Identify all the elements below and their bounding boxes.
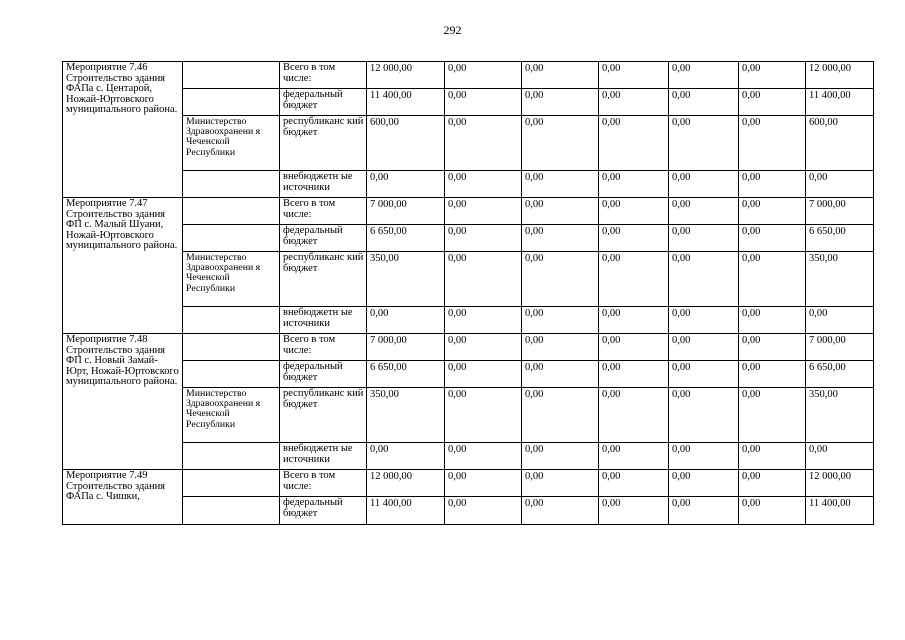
amount-cell: 0,00 bbox=[739, 198, 806, 225]
funding-source: республиканс кий бюджет bbox=[280, 116, 367, 171]
amount-cell: 0,00 bbox=[669, 334, 739, 361]
amount-cell: 600,00 bbox=[367, 116, 445, 171]
amount-cell: 12 000,00 bbox=[806, 470, 874, 497]
amount-cell: 0,00 bbox=[599, 361, 669, 388]
amount-cell: 7 000,00 bbox=[367, 198, 445, 225]
amount-cell: 0,00 bbox=[445, 252, 522, 307]
amount-cell: 0,00 bbox=[669, 171, 739, 198]
funding-source: внебюджетн ые источники bbox=[280, 307, 367, 334]
amount-cell: 0,00 bbox=[599, 198, 669, 225]
amount-cell: 0,00 bbox=[739, 334, 806, 361]
amount-cell: 0,00 bbox=[599, 388, 669, 443]
table-row bbox=[63, 116, 874, 171]
amount-cell: 11 400,00 bbox=[806, 497, 874, 525]
amount-cell: 0,00 bbox=[739, 361, 806, 388]
funding-source: внебюджетн ые источники bbox=[280, 171, 367, 198]
funding-source: внебюджетн ые источники bbox=[280, 443, 367, 470]
amount-cell: 0,00 bbox=[669, 198, 739, 225]
table-row bbox=[63, 225, 874, 252]
amount-cell: 0,00 bbox=[367, 443, 445, 470]
amount-cell: 12 000,00 bbox=[806, 62, 874, 89]
empty-cell bbox=[183, 497, 280, 525]
amount-cell: 0,00 bbox=[522, 443, 599, 470]
empty-cell bbox=[183, 225, 280, 252]
amount-cell: 11 400,00 bbox=[367, 497, 445, 525]
amount-cell: 0,00 bbox=[599, 225, 669, 252]
amount-cell: 0,00 bbox=[739, 388, 806, 443]
table-row bbox=[63, 334, 874, 361]
amount-cell: 0,00 bbox=[806, 171, 874, 198]
amount-cell: 0,00 bbox=[669, 497, 739, 525]
funding-source: республиканс кий бюджет bbox=[280, 388, 367, 443]
amount-cell: 0,00 bbox=[522, 225, 599, 252]
ministry-cell: Министерство Здравоохранени я Чеченской Республики bbox=[183, 388, 280, 443]
amount-cell: 0,00 bbox=[522, 497, 599, 525]
amount-cell: 0,00 bbox=[599, 171, 669, 198]
amount-cell: 0,00 bbox=[599, 497, 669, 525]
amount-cell: 350,00 bbox=[806, 252, 874, 307]
table-row bbox=[63, 307, 874, 334]
amount-cell: 0,00 bbox=[522, 198, 599, 225]
amount-cell: 0,00 bbox=[445, 443, 522, 470]
amount-cell: 600,00 bbox=[806, 116, 874, 171]
amount-cell: 0,00 bbox=[522, 116, 599, 171]
amount-cell: 0,00 bbox=[739, 225, 806, 252]
amount-cell: 0,00 bbox=[445, 361, 522, 388]
activity-name: Мероприятие 7.47 Строительство здания ФП с. Малый Шуани, Ножай-Юртовского муниципального района. bbox=[63, 198, 183, 334]
table-row bbox=[63, 497, 874, 525]
page-number: 292 bbox=[443, 23, 462, 37]
amount-cell: 0,00 bbox=[669, 252, 739, 307]
amount-cell: 0,00 bbox=[445, 388, 522, 443]
empty-cell bbox=[183, 198, 280, 225]
activity-name: Мероприятие 7.46 Строительство здания ФАПа с. Центарой, Ножай-Юртовского муниципального района. bbox=[63, 62, 183, 198]
amount-cell: 0,00 bbox=[669, 62, 739, 89]
amount-cell: 0,00 bbox=[599, 334, 669, 361]
empty-cell bbox=[183, 470, 280, 497]
amount-cell: 0,00 bbox=[445, 89, 522, 116]
funding-source: Всего в том числе: bbox=[280, 198, 367, 225]
amount-cell: 0,00 bbox=[522, 470, 599, 497]
amount-cell: 0,00 bbox=[599, 470, 669, 497]
funding-source: республиканс кий бюджет bbox=[280, 252, 367, 307]
funding-source: федеральный бюджет bbox=[280, 497, 367, 525]
amount-cell: 6 650,00 bbox=[806, 361, 874, 388]
table-row bbox=[63, 470, 874, 497]
amount-cell: 0,00 bbox=[669, 89, 739, 116]
amount-cell: 0,00 bbox=[445, 307, 522, 334]
amount-cell: 0,00 bbox=[445, 470, 522, 497]
amount-cell: 0,00 bbox=[669, 225, 739, 252]
amount-cell: 0,00 bbox=[599, 116, 669, 171]
empty-cell bbox=[183, 334, 280, 361]
amount-cell: 0,00 bbox=[669, 116, 739, 171]
amount-cell: 0,00 bbox=[445, 198, 522, 225]
amount-cell: 0,00 bbox=[522, 62, 599, 89]
amount-cell: 0,00 bbox=[739, 116, 806, 171]
amount-cell: 0,00 bbox=[739, 470, 806, 497]
amount-cell: 0,00 bbox=[445, 116, 522, 171]
funding-source: Всего в том числе: bbox=[280, 470, 367, 497]
amount-cell: 0,00 bbox=[522, 388, 599, 443]
amount-cell: 0,00 bbox=[522, 334, 599, 361]
funding-source: Всего в том числе: bbox=[280, 334, 367, 361]
funding-source: федеральный бюджет bbox=[280, 361, 367, 388]
table-row bbox=[63, 62, 874, 89]
amount-cell: 0,00 bbox=[367, 307, 445, 334]
amount-cell: 0,00 bbox=[739, 443, 806, 470]
amount-cell: 0,00 bbox=[739, 89, 806, 116]
ministry-cell: Министерство Здравоохранени я Чеченской Республики bbox=[183, 252, 280, 307]
amount-cell: 0,00 bbox=[669, 443, 739, 470]
amount-cell: 6 650,00 bbox=[806, 225, 874, 252]
table-row bbox=[63, 361, 874, 388]
table-row bbox=[63, 388, 874, 443]
amount-cell: 7 000,00 bbox=[806, 334, 874, 361]
activity-name: Мероприятие 7.49 Строительство здания ФАПа с. Чишки, bbox=[63, 470, 183, 525]
amount-cell: 350,00 bbox=[367, 252, 445, 307]
amount-cell: 0,00 bbox=[669, 388, 739, 443]
amount-cell: 0,00 bbox=[599, 252, 669, 307]
amount-cell: 0,00 bbox=[739, 62, 806, 89]
amount-cell: 12 000,00 bbox=[367, 62, 445, 89]
funding-source: Всего в том числе: bbox=[280, 62, 367, 89]
amount-cell: 0,00 bbox=[445, 225, 522, 252]
amount-cell: 11 400,00 bbox=[367, 89, 445, 116]
amount-cell: 7 000,00 bbox=[367, 334, 445, 361]
amount-cell: 0,00 bbox=[445, 62, 522, 89]
amount-cell: 0,00 bbox=[806, 443, 874, 470]
table-row bbox=[63, 89, 874, 116]
table-row bbox=[63, 252, 874, 307]
amount-cell: 0,00 bbox=[599, 89, 669, 116]
empty-cell bbox=[183, 62, 280, 89]
amount-cell: 0,00 bbox=[445, 497, 522, 525]
amount-cell: 0,00 bbox=[599, 307, 669, 334]
activity-name: Мероприятие 7.48 Строительство здания ФП с. Новый Замай-Юрт, Ножай-Юртовского муниципального района. bbox=[63, 334, 183, 470]
amount-cell: 0,00 bbox=[367, 171, 445, 198]
empty-cell bbox=[183, 443, 280, 470]
amount-cell: 0,00 bbox=[739, 171, 806, 198]
empty-cell bbox=[183, 89, 280, 116]
amount-cell: 0,00 bbox=[739, 252, 806, 307]
funding-source: федеральный бюджет bbox=[280, 225, 367, 252]
amount-cell: 0,00 bbox=[806, 307, 874, 334]
amount-cell: 0,00 bbox=[669, 307, 739, 334]
amount-cell: 7 000,00 bbox=[806, 198, 874, 225]
amount-cell: 0,00 bbox=[445, 171, 522, 198]
empty-cell bbox=[183, 171, 280, 198]
table-row bbox=[63, 171, 874, 198]
amount-cell: 0,00 bbox=[522, 89, 599, 116]
ministry-cell: Министерство Здравоохранени я Чеченской Республики bbox=[183, 116, 280, 171]
amount-cell: 0,00 bbox=[669, 361, 739, 388]
amount-cell: 350,00 bbox=[806, 388, 874, 443]
amount-cell: 0,00 bbox=[669, 470, 739, 497]
amount-cell: 350,00 bbox=[367, 388, 445, 443]
amount-cell: 6 650,00 bbox=[367, 225, 445, 252]
amount-cell: 0,00 bbox=[599, 62, 669, 89]
amount-cell: 0,00 bbox=[739, 307, 806, 334]
empty-cell bbox=[183, 361, 280, 388]
amount-cell: 0,00 bbox=[522, 361, 599, 388]
funding-source: федеральный бюджет bbox=[280, 89, 367, 116]
amount-cell: 0,00 bbox=[599, 443, 669, 470]
amount-cell: 11 400,00 bbox=[806, 89, 874, 116]
table-row bbox=[63, 443, 874, 470]
amount-cell: 0,00 bbox=[522, 307, 599, 334]
amount-cell: 6 650,00 bbox=[367, 361, 445, 388]
empty-cell bbox=[183, 307, 280, 334]
table-row bbox=[63, 198, 874, 225]
amount-cell: 0,00 bbox=[522, 171, 599, 198]
amount-cell: 0,00 bbox=[522, 252, 599, 307]
budget-table bbox=[62, 61, 874, 525]
table-body bbox=[63, 62, 874, 525]
amount-cell: 0,00 bbox=[739, 497, 806, 525]
amount-cell: 12 000,00 bbox=[367, 470, 445, 497]
amount-cell: 0,00 bbox=[445, 334, 522, 361]
